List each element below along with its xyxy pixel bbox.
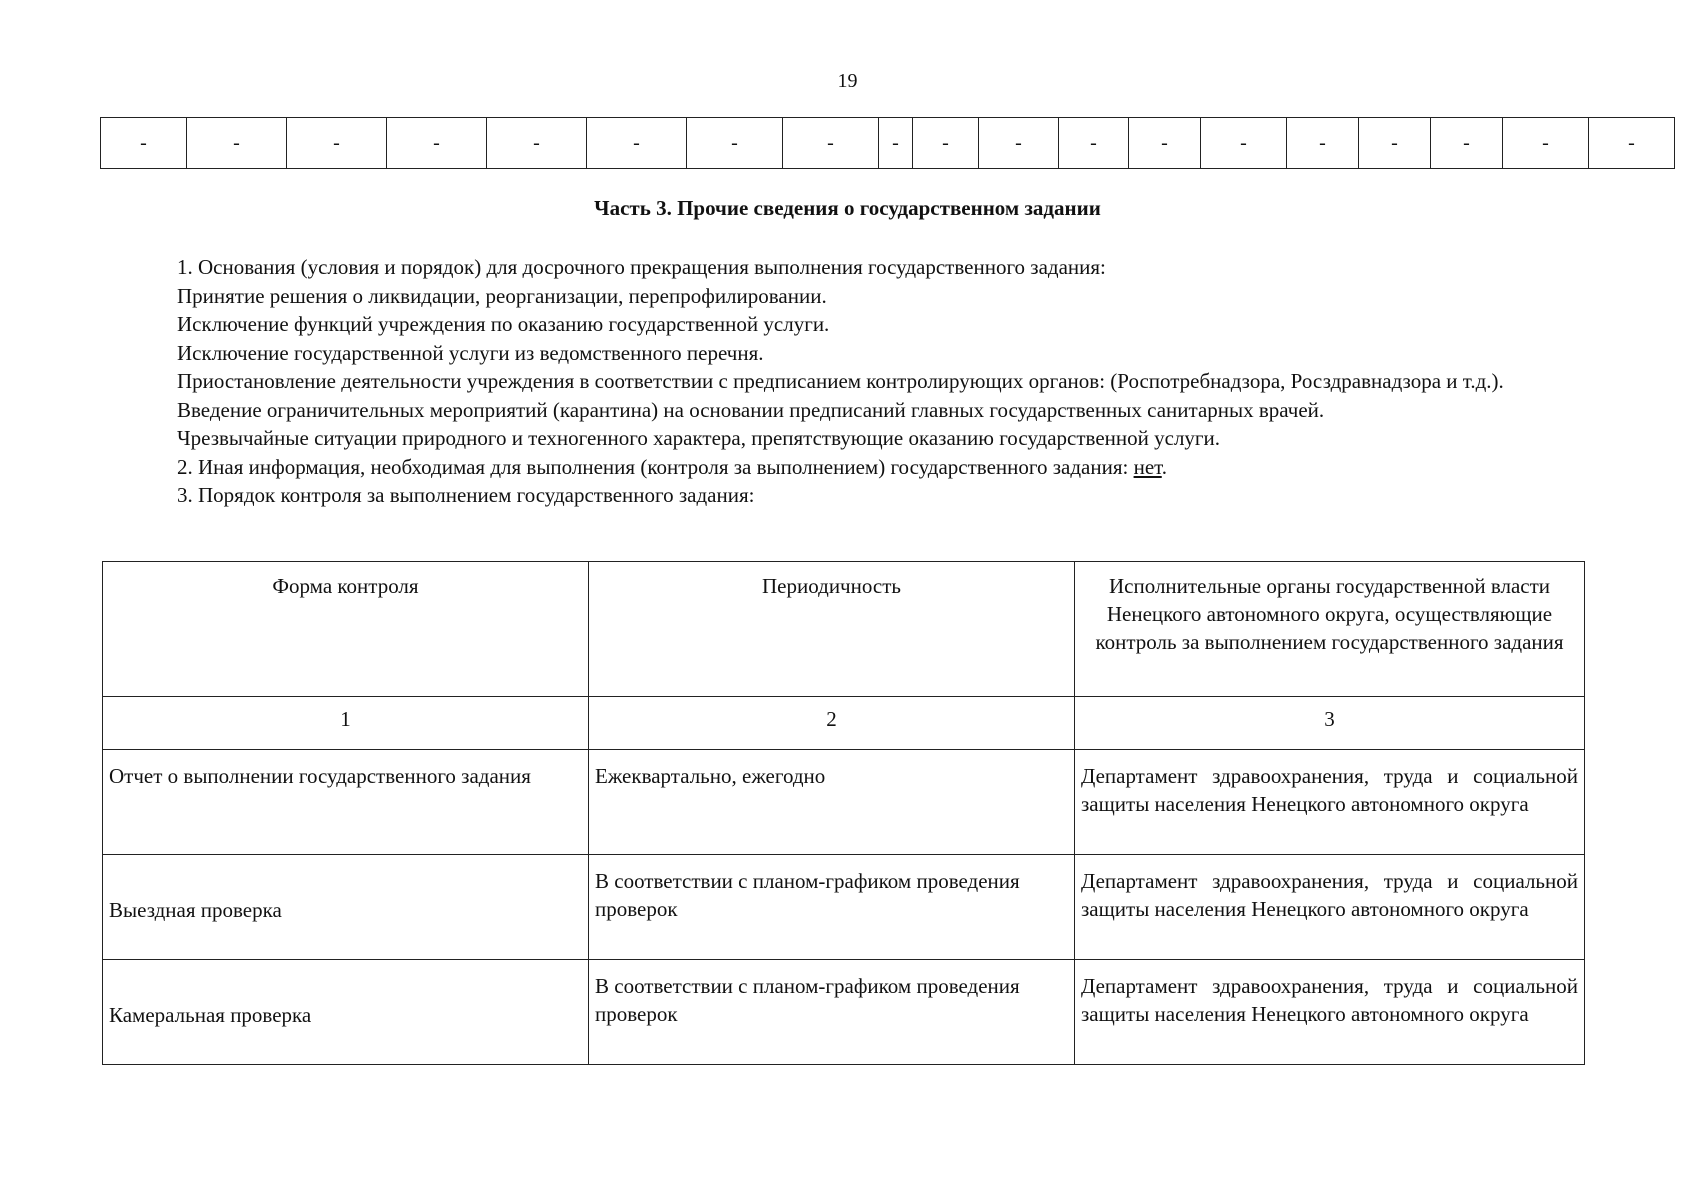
dash-table [100, 117, 1675, 169]
authority-cell: Департамент здравоохранения, труда и социальной защиты населения Ненецкого автономного округа [1075, 750, 1585, 855]
control-table [102, 561, 1585, 1065]
section-title: Часть 3. Прочие сведения о государственном задании [594, 196, 1101, 220]
dash-cell: - [1201, 118, 1287, 169]
periodicity-cell: Ежеквартально, ежегодно [589, 750, 1075, 855]
paragraph-functions-exclusion: Исключение функций учреждения по оказанию государственной услуги. [177, 312, 830, 336]
dash-cell: - [101, 118, 187, 169]
column-number: 3 [1075, 697, 1585, 750]
header-control-form: Форма контроля [103, 562, 589, 697]
periodicity-cell: В соответствии с планом-графиком проведения проверок [589, 855, 1075, 960]
control-form-cell: Отчет о выполнении государственного задания [103, 750, 589, 855]
dash-cell: - [1503, 118, 1589, 169]
paragraph-grounds: 1. Основания (условия и порядок) для досрочного прекращения выполнения государственного задания: [177, 255, 1106, 279]
dash-cell: - [1431, 118, 1503, 169]
table-row [103, 750, 1585, 855]
dash-cell: - [1359, 118, 1431, 169]
dash-cell: - [187, 118, 287, 169]
dash-cell: - [783, 118, 879, 169]
control-header-row [103, 562, 1585, 697]
dash-cell: - [587, 118, 687, 169]
other-info-end: . [1161, 454, 1167, 479]
dash-cell: - [879, 118, 913, 169]
dash-cell: - [1589, 118, 1675, 169]
control-form-cell: Выездная проверка [103, 855, 589, 960]
dash-cell: - [487, 118, 587, 169]
authority-cell: Департамент здравоохранения, труда и социальной защиты населения Ненецкого автономного округа [1075, 855, 1585, 960]
page-number: 19 [837, 70, 858, 92]
dash-cell: - [979, 118, 1059, 169]
paragraph-liquidation: Принятие решения о ликвидации, реорганизации, перепрофилировании. [177, 283, 827, 308]
other-info-value: нет [1133, 454, 1162, 479]
paragraph-service-exclusion: Исключение государственной услуги из ведомственного перечня. [177, 340, 764, 365]
paragraph-emergencies: Чрезвычайные ситуации природного и техногенного характера, препятствующие оказанию государственной услуги. [177, 426, 1221, 450]
header-authorities: Исполнительные органы государственной власти Ненецкого автономного округа, осуществляющие контроль за выполнением государственного задания [1075, 562, 1585, 697]
dash-cell: - [687, 118, 783, 169]
dash-cell: - [913, 118, 979, 169]
authority-cell: Департамент здравоохранения, труда и социальной защиты населения Ненецкого автономного округа [1075, 960, 1585, 1065]
other-info-text: 2. Иная информация, необходимая для выполнения (контроля за выполнением) государственного задания: [177, 454, 1134, 479]
dash-cell: - [1059, 118, 1129, 169]
periodicity-cell: В соответствии с планом-графиком проведения проверок [589, 960, 1075, 1065]
header-periodicity: Периодичность [589, 562, 1075, 697]
body-text [107, 253, 1579, 510]
table-row [103, 960, 1585, 1065]
dash-cell: - [287, 118, 387, 169]
column-numbers-row [103, 697, 1585, 750]
dash-cell: - [387, 118, 487, 169]
paragraph-control-order: 3. Порядок контроля за выполнением государственного задания: [177, 483, 755, 507]
table-row [103, 855, 1585, 960]
paragraph-quarantine: Введение ограничительных мероприятий (карантина) на основании предписаний главных государственных санитарных врачей. [177, 397, 1325, 422]
control-form-cell: Камеральная проверка [103, 960, 589, 1065]
paragraph-suspension: Приостановление деятельности учреждения в соответствии с предписанием контролирующих органов: (Роспотребнадзора, Росздравнадзора и т.д.). [177, 369, 1504, 393]
column-number: 2 [589, 697, 1075, 750]
paragraph-other-info [107, 453, 1579, 482]
dash-cell: - [1287, 118, 1359, 169]
dash-row [101, 118, 1675, 169]
column-number: 1 [103, 697, 589, 750]
dash-cell: - [1129, 118, 1201, 169]
